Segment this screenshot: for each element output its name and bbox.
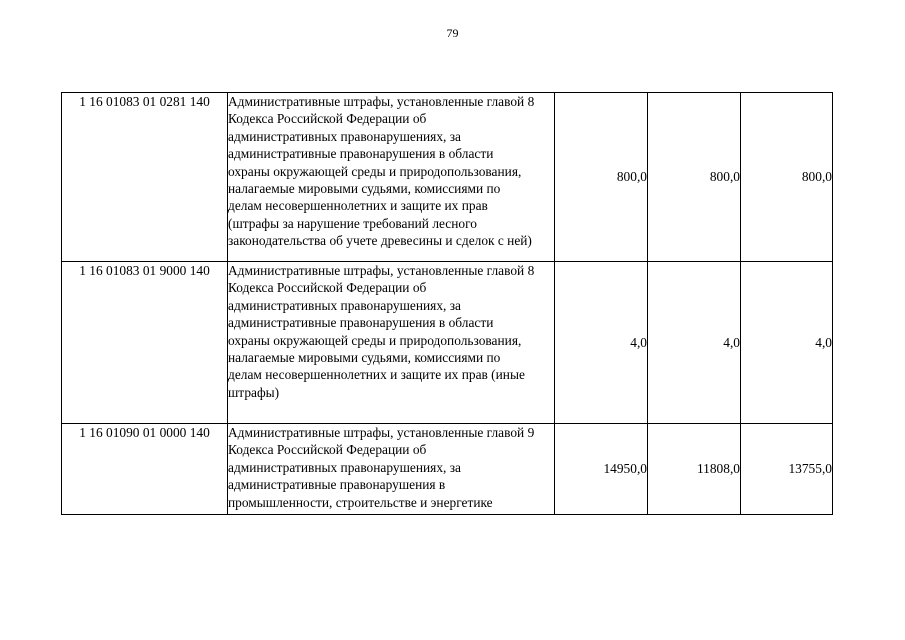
description-line: делам несовершеннолетних и защите их прав — [228, 198, 488, 214]
value-cell: 4,0 — [648, 262, 741, 424]
description-line: административных правонарушениях, за — [228, 128, 461, 144]
description-line: промышленности, строительстве и энергетике — [228, 494, 493, 510]
description-line: административные правонарушения в области — [228, 146, 494, 162]
description-line: законодательства об учете древесины и сделок с ней) — [228, 233, 532, 249]
value-cell: 14950,0 — [555, 424, 648, 515]
description-line: административные правонарушения в — [228, 477, 446, 493]
value-cell: 800,0 — [555, 93, 648, 262]
table-row — [62, 93, 833, 262]
description-line: Административные штрафы, установленные главой 8 — [228, 94, 535, 109]
value-cell: 800,0 — [741, 93, 833, 262]
budget-code-cell: 1 16 01083 01 0281 140 — [62, 93, 228, 262]
description-line: охраны окружающей среды и природопользования, — [228, 163, 522, 179]
description-line: Административные штрафы, установленные главой 8 — [228, 263, 535, 278]
description-line: Кодекса Российской Федерации об — [228, 280, 427, 296]
budget-table — [61, 92, 833, 515]
description-line: Кодекса Российской Федерации об — [228, 442, 427, 458]
description-line: штрафы) — [228, 384, 280, 400]
description-line: налагаемые мировыми судьями, комиссиями по — [228, 181, 501, 197]
description-line: охраны окружающей среды и природопользования, — [228, 332, 522, 348]
description-line: делам несовершеннолетних и защите их прав (иные — [228, 367, 525, 383]
page-number: 79 — [446, 26, 459, 40]
description-cell — [228, 262, 555, 424]
description-line: административных правонарушениях, за — [228, 297, 461, 313]
value-cell: 4,0 — [741, 262, 833, 424]
description-line: административных правонарушениях, за — [228, 459, 461, 475]
value-cell: 4,0 — [555, 262, 648, 424]
budget-code-cell: 1 16 01090 01 0000 140 — [62, 424, 228, 515]
value-cell: 11808,0 — [648, 424, 741, 515]
table-row — [62, 424, 833, 515]
description-line: налагаемые мировыми судьями, комиссиями по — [228, 350, 501, 366]
value-cell: 800,0 — [648, 93, 741, 262]
description-cell — [228, 424, 555, 515]
description-cell — [228, 93, 555, 262]
description-line: административные правонарушения в области — [228, 315, 494, 331]
description-line: Административные штрафы, установленные главой 9 — [228, 425, 535, 440]
value-cell: 13755,0 — [741, 424, 833, 515]
budget-code-cell: 1 16 01083 01 9000 140 — [62, 262, 228, 424]
description-line: (штрафы за нарушение требований лесного — [228, 215, 477, 231]
table-row — [62, 262, 833, 424]
description-line: Кодекса Российской Федерации об — [228, 111, 427, 127]
